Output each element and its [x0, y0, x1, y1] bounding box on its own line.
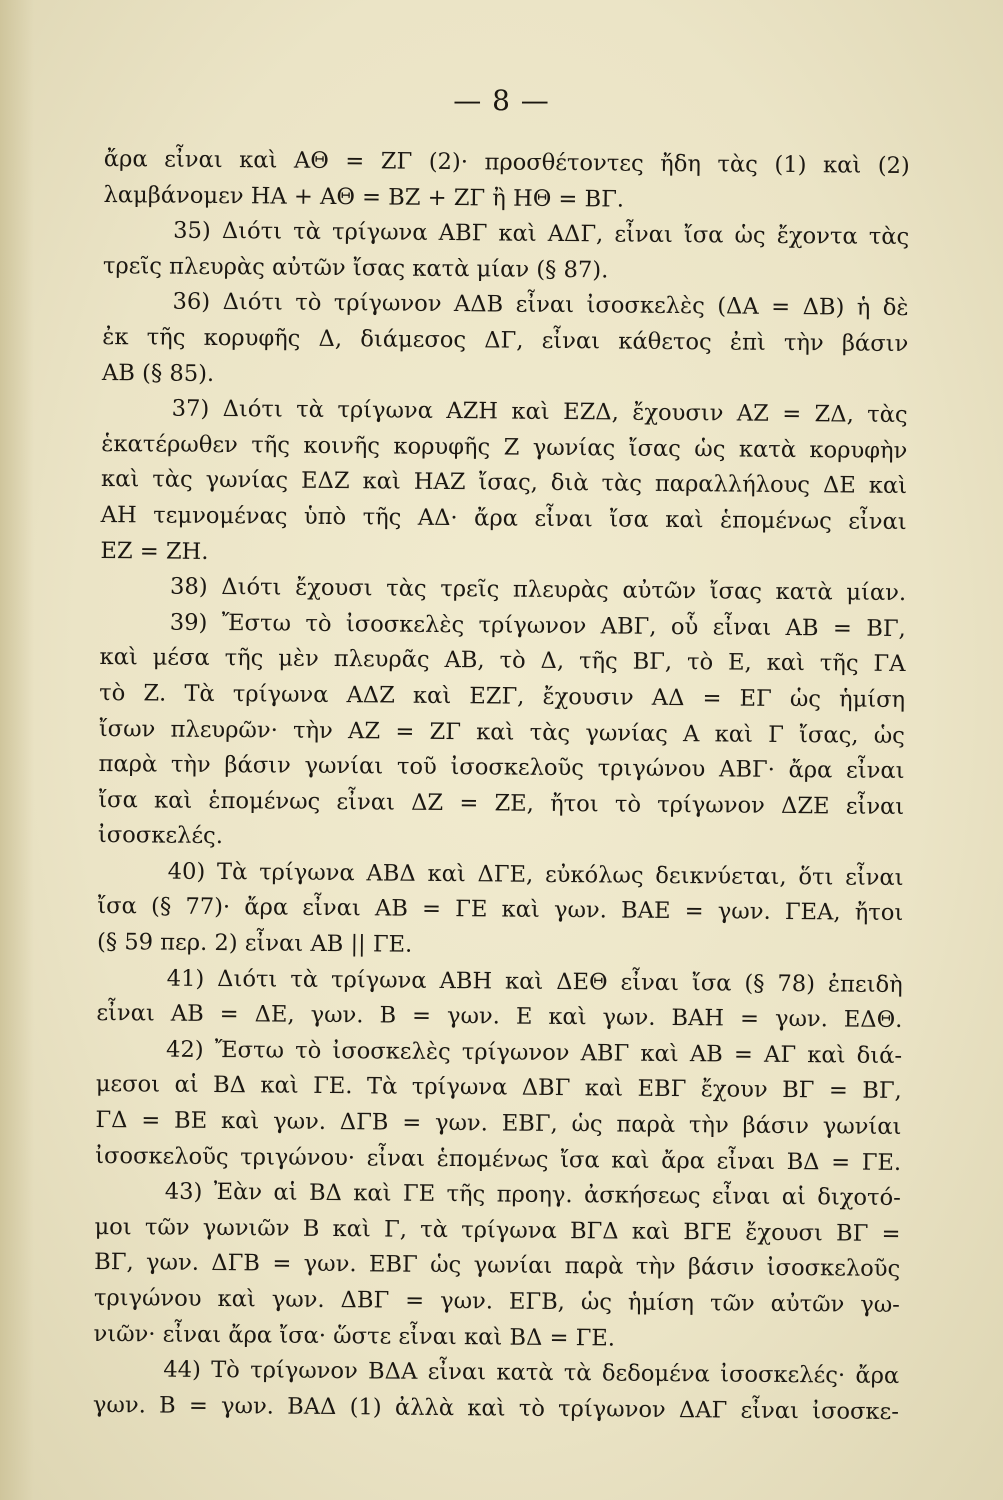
text-line: καὶ τὰς γωνίας ΕΔΖ καὶ ΗΑΖ ἴσας, διὰ τὰς παραλλήλους ΔΕ καὶ: [100, 466, 908, 500]
text-line: ΑΗ τεμνομένας ὑπὸ τῆς ΑΔ· ἄρα εἶναι ἴσα καὶ ἑπομένως εἶναι: [100, 501, 907, 535]
text-line: παρὰ τὴν βάσιν γωνίαι τοῦ ἰσοσκελοῦς τριγώνου ΑΒΓ· ἄρα εἶναι: [98, 751, 905, 785]
text-line: μοι τῶν γωνιῶν Β καὶ Γ, τὰ τρίγωνα ΒΓΔ καὶ ΒΓΕ ἔχουσι ΒΓ =: [94, 1213, 901, 1247]
text-line: ἄρα εἶναι καὶ ΑΘ = ΖΓ (2)· προσθέτοντες ἤδη τὰς (1) καὶ (2): [103, 145, 910, 180]
text-line: ἐκ τῆς κορυφῆς Δ, διάμεσος ΔΓ, εἶναι κάθετος ἐπὶ τὴν βάσιν: [102, 323, 909, 357]
text-line: ΓΔ = ΒΕ καὶ γων. ΔΓΒ = γων. ΕΒΓ, ὡς παρὰ τὴν βάσιν γωνίαι: [95, 1106, 902, 1141]
text-line: ἴσων πλευρῶν· τὴν ΑΖ = ΖΓ καὶ τὰς γωνίας Α καὶ Γ ἴσας, ὡς: [98, 715, 905, 749]
text-line: γων. Β = γων. ΒΑΔ (1) ἀλλὰ καὶ τὸ τρίγωνον ΔΑΓ εἶναι ἰσοσκε-: [92, 1391, 900, 1425]
text-line: τρεῖς πλευρὰς αὐτῶν ἴσας κατὰ μίαν (§ 87).: [102, 252, 609, 284]
paragraph-38-start: 38) Διότι ἔχουσι τὰς τρεῖς πλευρὰς αὐτῶν ἴσας κατὰ μίαν.: [170, 573, 907, 607]
text-line: τριγώνου καὶ γων. ΔΒΓ = γων. ΕΓΒ, ὡς ἡμίση τῶν αὐτῶν γω-: [93, 1284, 900, 1318]
text-line: ἰσοσκελές.: [97, 822, 224, 850]
paragraph-37-start: 37) Διότι τὰ τρίγωνα ΑΖΗ καὶ ΕΖΔ, ἔχουσιν ΑΖ = ΖΔ, τὰς: [171, 395, 908, 429]
paragraph-39-start: 39) Ἔστω τὸ ἰσοσκελὲς τρίγωνον ΑΒΓ, οὗ εἶναι ΑΒ = ΒΓ,: [169, 609, 906, 642]
paragraph-43-start: 43) Ἐὰν αἱ ΒΔ καὶ ΓΕ τῆς προηγ. ἀσκήσεως εἶναι αἱ διχοτό-: [164, 1178, 901, 1212]
paragraph-36-start: 36) Διότι τὸ τρίγωνον ΑΔΒ εἶναι ἰσοσκελὲς (ΔΑ = ΔΒ) ἡ δὲ: [172, 288, 909, 322]
text-line: μεσοι αἱ ΒΔ καὶ ΓΕ. Τὰ τρίγωνα ΔΒΓ καὶ ΕΒΓ ἔχουν ΒΓ = ΒΓ,: [95, 1071, 902, 1105]
text-line: τὸ Ζ. Τὰ τρίγωνα ΑΔΖ καὶ ΕΖΓ, ἔχουσιν ΑΔ = ΕΓ ὡς ἡμίση: [99, 679, 906, 713]
text-line: (§ 59 περ. 2) εἶναι ΑΒ || ΓΕ.: [96, 929, 413, 958]
text-line: ΒΓ, γων. ΔΓΒ = γων. ΕΒΓ ὡς γωνίαι παρὰ τὴν βάσιν ἰσοσκελοῦς: [94, 1249, 901, 1283]
text-line: ἰσοσκελοῦς τριγώνου· εἶναι ἑπομένως ἴσα καὶ ἄρα εἶναι ΒΔ = ΓΕ.: [95, 1142, 902, 1176]
paragraph-42-start: 42) Ἔστω τὸ ἰσοσκελὲς τρίγωνον ΑΒΓ καὶ ΑΒ = ΑΓ καὶ διά-: [165, 1036, 903, 1069]
body-text: [93, 142, 910, 1430]
text-line: λαμβάνομεν ΗΑ + ΑΘ = ΒΖ + ΖΓ ἢ ΗΘ = ΒΓ.: [103, 181, 625, 213]
text-line: ἑκατέρωθεν τῆς κοινῆς κορυφῆς Ζ γωνίας ἴσας ὡς κατὰ κορυφὴν: [101, 430, 908, 464]
text-line: ΑΒ (§ 85).: [101, 359, 215, 387]
paragraph-35-start: 35) Διότι τὰ τρίγωνα ΑΒΓ καὶ ΑΔΓ, εἶναι ἴσα ὡς ἔχοντα τὰς: [173, 217, 910, 251]
text-line: ΕΖ = ΖΗ.: [100, 537, 209, 565]
page-binding-edge: [0, 0, 34, 1500]
text-line: εἶναι ΑΒ = ΔΕ, γων. Β = γων. Ε καὶ γων. ΒΑΗ = γων. ΕΔΘ.: [96, 1000, 903, 1034]
text-line: νιῶν· εἶναι ἄρα ἴσα· ὥστε εἶναι καὶ ΒΔ = ΓΕ.: [93, 1320, 616, 1352]
paragraph-40-start: 40) Τὰ τρίγωνα ΑΒΔ καὶ ΔΓΕ, εὐκόλως δεικνύεται, ὅτι εἶναι: [167, 858, 904, 891]
text-line: ἴσα (§ 77)· ἄρα εἶναι ΑΒ = ΓΕ καὶ γων. ΒΑΕ = γων. ΓΕΑ, ἤτοι: [97, 893, 904, 927]
page-number: — 8 —: [453, 84, 550, 117]
text-line: καὶ μέσα τῆς μὲν πλευρᾶς ΑΒ, τὸ Δ, τῆς ΒΓ, τὸ Ε, καὶ τῆς ΓΑ: [99, 644, 906, 678]
paragraph-44-start: 44) Τὸ τρίγωνον ΒΔΑ εἶναι κατὰ τὰ δεδομένα ἰσοσκελές· ἄρα: [163, 1356, 900, 1390]
paragraph-41-start: 41) Διότι τὰ τρίγωνα ΑΒΗ καὶ ΔΕΘ εἶναι ἴσα (§ 78) ἐπειδὴ: [166, 965, 903, 998]
text-line: ἴσα καὶ ἑπομένως εἶναι ΔΖ = ΖΕ, ἤτοι τὸ τρίγωνον ΔΖΕ εἶναι: [98, 786, 905, 820]
